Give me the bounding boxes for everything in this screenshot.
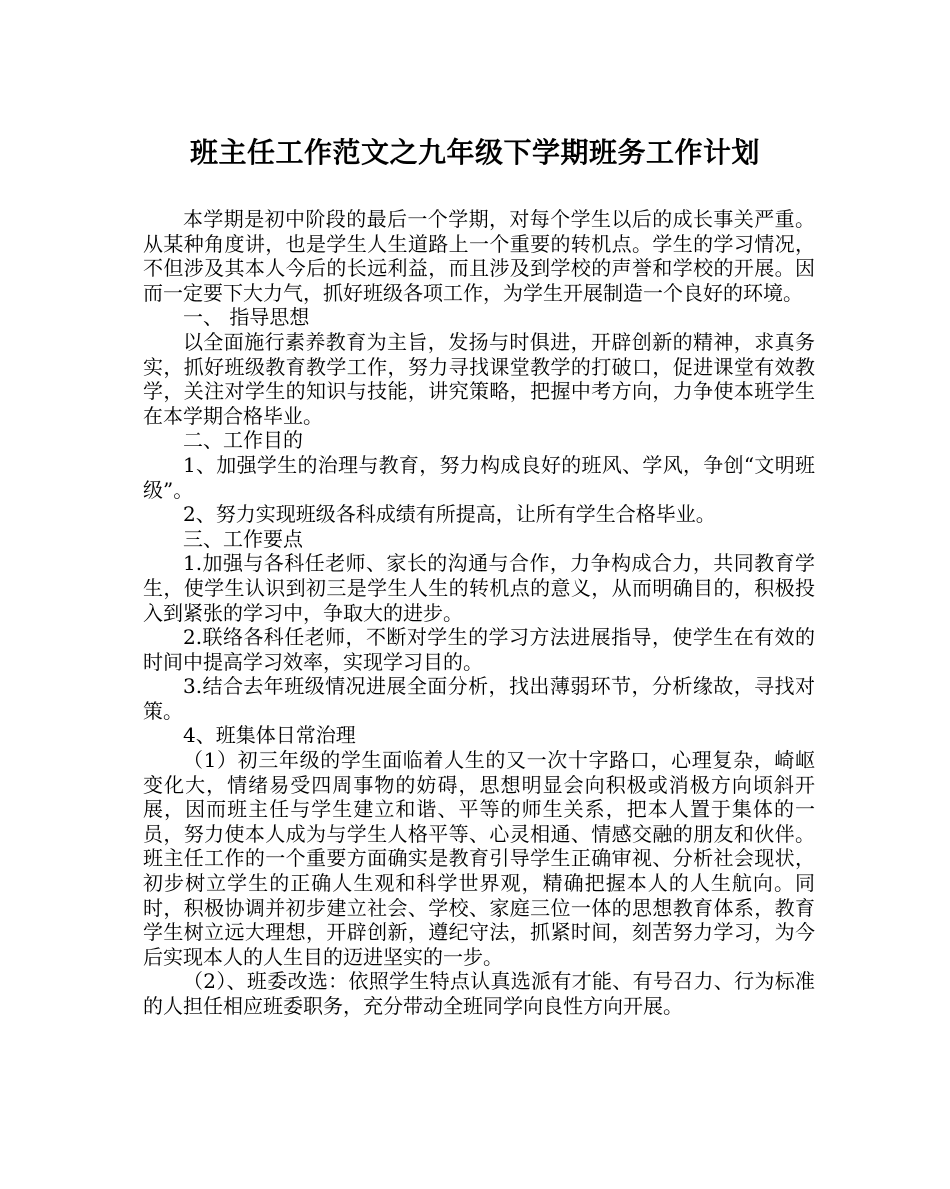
work-point-item-2: 2.联络各科任老师，不断对学生的学习方法进展指导，使学生在有效的时间中提高学习效率，实现学习目的。 [143,625,815,674]
section-heading-work-goals: 二、工作目的 [183,428,303,453]
intro-paragraph: 本学期是初中阶段的最后一个学期，对每个学生以后的成长事关严重。从某种角度讲，也是学生人生道路上一个重要的转机点。学生的学习情况，不但涉及其本人今后的长远利益，而且涉及到学校的声誉和学校的开展。因而一定要下大力气，抓好班级各项工作，为学生开展制造一个良好的环境。 [143,207,815,305]
document-title: 班主任工作范文之九年级下学期班务工作计划 [189,136,760,169]
work-goal-item-2: 2、努力实现班级各科成绩有所提高，让所有学生合格毕业。 [183,502,716,527]
section-heading-work-points: 三、工作要点 [183,526,303,551]
work-point-item-1: 1.加强与各科任老师、家长的沟通与合作，力争构成合力，共同教育学生，使学生认识到初三是学生人生的转机点的意义，从而明确目的，积极投入到紧张的学习中，争取大的进步。 [143,551,815,625]
work-point-item-3: 3.结合去年班级情况进展全面分析，找出薄弱环节，分析缘故，寻找对策。 [143,674,815,723]
class-management-item-2: （2）、班委改选：依照学生特点认真选派有才能、有号召力、行为标准的人担任相应班委职务，充分带动全班同学向良性方向开展。 [143,969,815,1018]
class-management-item-1: （1）初三年级的学生面临着人生的又一次十字路口，心理复杂，崎岖变化大，情绪易受四周事物的妨碍，思想明显会向积极或消极方向顷斜开展，因而班主任与学生建立和谐、平等的师生关系，把本人置于集体的一员，努力使本人成为与学生人格平等、心灵相通、情感交融的朋友和伙伴。班主任工作的一个重要方面确实是教育引导学生正确审视、分析社会现状，初步树立学生的正确人生观和科学世界观，精确把握本人的人生航向。同时，积极协调并初步建立社会、学校、家庭三位一体的思想教育体系，教育学生树立远大理想，开辟创新，遵纪守法，抓紧时间，刻苦努力学习，为今后实现本人的人生目的迈进坚实的一步。 [143,748,815,969]
document-body [143,207,815,1019]
section-heading-class-management: 4、班集体日常治理 [183,723,356,748]
guiding-thought-paragraph: 以全面施行素养教育为主旨，发扬与时俱进，开辟创新的精神，求真务实，抓好班级教育教学工作，努力寻找课堂教学的打破口，促进课堂有效教学，关注对学生的知识与技能，讲究策略，把握中考方向，力争使本班学生在本学期合格毕业。 [143,329,815,428]
section-heading-guiding-thought: 一、 指导思想 [183,305,310,330]
work-goal-item-1: 1、加强学生的治理与教育，努力构成良好的班风、学风，争创“文明班级”。 [143,452,815,502]
